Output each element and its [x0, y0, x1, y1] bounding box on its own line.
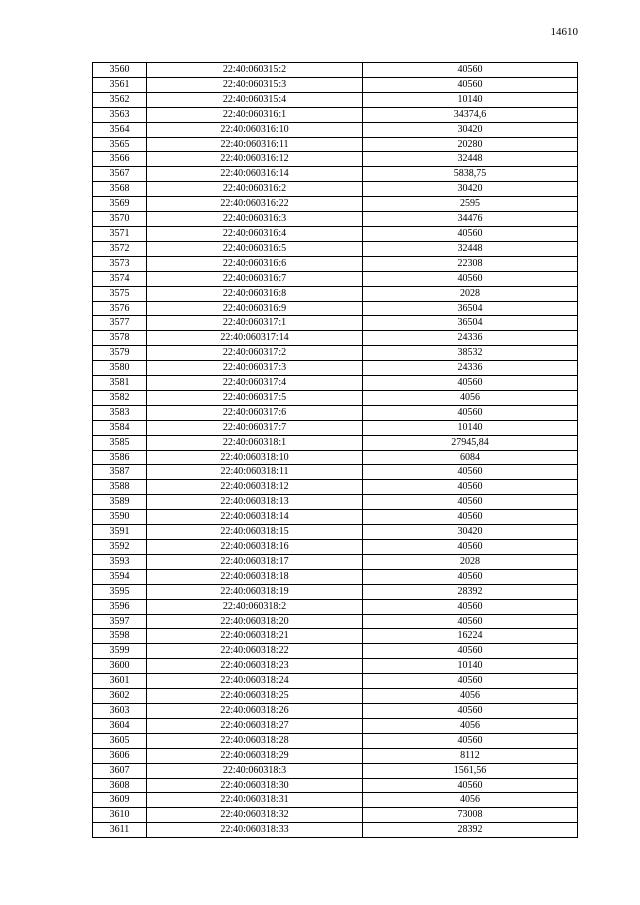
cadastral-number-cell: 22:40:060316:5 [147, 241, 363, 256]
area-value-cell: 36504 [363, 301, 578, 316]
table-row [93, 584, 578, 599]
cadastral-number-cell: 22:40:060316:8 [147, 286, 363, 301]
cadastral-number-cell: 22:40:060318:2 [147, 599, 363, 614]
cadastral-number-cell: 22:40:060315:2 [147, 63, 363, 78]
row-number-cell: 3595 [93, 584, 147, 599]
table-row [93, 703, 578, 718]
table-row [93, 107, 578, 122]
row-number-cell: 3576 [93, 301, 147, 316]
area-value-cell: 40560 [363, 733, 578, 748]
table-row [93, 495, 578, 510]
row-number-cell: 3561 [93, 77, 147, 92]
area-value-cell: 36504 [363, 316, 578, 331]
row-number-cell: 3574 [93, 271, 147, 286]
table-row [93, 167, 578, 182]
table-row [93, 346, 578, 361]
cadastral-number-cell: 22:40:060316:7 [147, 271, 363, 286]
cadastral-number-cell: 22:40:060317:1 [147, 316, 363, 331]
table-row [93, 405, 578, 420]
cadastral-number-cell: 22:40:060318:33 [147, 823, 363, 838]
cadastral-number-cell: 22:40:060316:2 [147, 182, 363, 197]
row-number-cell: 3570 [93, 212, 147, 227]
area-value-cell: 20280 [363, 137, 578, 152]
row-number-cell: 3573 [93, 256, 147, 271]
row-number-cell: 3569 [93, 197, 147, 212]
cadastral-number-cell: 22:40:060316:1 [147, 107, 363, 122]
table-row [93, 793, 578, 808]
table-row [93, 554, 578, 569]
row-number-cell: 3581 [93, 376, 147, 391]
row-number-cell: 3588 [93, 480, 147, 495]
table-row [93, 286, 578, 301]
area-value-cell: 40560 [363, 480, 578, 495]
row-number-cell: 3560 [93, 63, 147, 78]
table-row [93, 510, 578, 525]
table-row [93, 271, 578, 286]
area-value-cell: 40560 [363, 376, 578, 391]
row-number-cell: 3589 [93, 495, 147, 510]
table-row [93, 390, 578, 405]
row-number-cell: 3594 [93, 569, 147, 584]
cadastral-number-cell: 22:40:060316:12 [147, 152, 363, 167]
table-row [93, 212, 578, 227]
cadastral-number-cell: 22:40:060318:32 [147, 808, 363, 823]
row-number-cell: 3583 [93, 405, 147, 420]
cadastral-number-cell: 22:40:060317:5 [147, 390, 363, 405]
area-value-cell: 27945,84 [363, 435, 578, 450]
table-row [93, 763, 578, 778]
row-number-cell: 3592 [93, 540, 147, 555]
row-number-cell: 3606 [93, 748, 147, 763]
table-row [93, 450, 578, 465]
row-number-cell: 3568 [93, 182, 147, 197]
area-value-cell: 22308 [363, 256, 578, 271]
table-row [93, 540, 578, 555]
table-row [93, 748, 578, 763]
cadastral-number-cell: 22:40:060318:27 [147, 718, 363, 733]
table-row [93, 197, 578, 212]
table-row [93, 361, 578, 376]
row-number-cell: 3596 [93, 599, 147, 614]
area-value-cell: 34374,6 [363, 107, 578, 122]
cadastral-number-cell: 22:40:060318:24 [147, 674, 363, 689]
table-row [93, 525, 578, 540]
row-number-cell: 3600 [93, 659, 147, 674]
cadastral-number-cell: 22:40:060318:15 [147, 525, 363, 540]
row-number-cell: 3586 [93, 450, 147, 465]
row-number-cell: 3591 [93, 525, 147, 540]
area-value-cell: 40560 [363, 226, 578, 241]
area-value-cell: 24336 [363, 331, 578, 346]
area-value-cell: 4056 [363, 718, 578, 733]
row-number-cell: 3593 [93, 554, 147, 569]
table-row [93, 480, 578, 495]
cadastral-number-cell: 22:40:060318:25 [147, 689, 363, 704]
cadastral-number-cell: 22:40:060318:17 [147, 554, 363, 569]
area-value-cell: 6084 [363, 450, 578, 465]
area-value-cell: 4056 [363, 390, 578, 405]
area-value-cell: 24336 [363, 361, 578, 376]
area-value-cell: 40560 [363, 405, 578, 420]
row-number-cell: 3579 [93, 346, 147, 361]
area-value-cell: 32448 [363, 241, 578, 256]
area-value-cell: 32448 [363, 152, 578, 167]
row-number-cell: 3608 [93, 778, 147, 793]
area-value-cell: 40560 [363, 271, 578, 286]
cadastral-number-cell: 22:40:060318:21 [147, 629, 363, 644]
table-row [93, 420, 578, 435]
row-number-cell: 3609 [93, 793, 147, 808]
row-number-cell: 3604 [93, 718, 147, 733]
cadastral-number-cell: 22:40:060318:20 [147, 614, 363, 629]
table-row [93, 226, 578, 241]
cadastral-number-cell: 22:40:060318:30 [147, 778, 363, 793]
row-number-cell: 3571 [93, 226, 147, 241]
cadastral-number-cell: 22:40:060318:28 [147, 733, 363, 748]
area-value-cell: 30420 [363, 182, 578, 197]
table-row [93, 241, 578, 256]
area-value-cell: 16224 [363, 629, 578, 644]
area-value-cell: 28392 [363, 823, 578, 838]
cadastral-number-cell: 22:40:060317:4 [147, 376, 363, 391]
cadastral-number-cell: 22:40:060316:6 [147, 256, 363, 271]
row-number-cell: 3590 [93, 510, 147, 525]
cadastral-number-cell: 22:40:060315:4 [147, 92, 363, 107]
table-row [93, 644, 578, 659]
table-row [93, 778, 578, 793]
area-value-cell: 1561,56 [363, 763, 578, 778]
area-value-cell: 40560 [363, 644, 578, 659]
area-value-cell: 10140 [363, 420, 578, 435]
area-value-cell: 40560 [363, 614, 578, 629]
row-number-cell: 3582 [93, 390, 147, 405]
table-row [93, 599, 578, 614]
cadastral-number-cell: 22:40:060318:23 [147, 659, 363, 674]
table-row [93, 674, 578, 689]
cadastral-number-cell: 22:40:060318:31 [147, 793, 363, 808]
area-value-cell: 40560 [363, 465, 578, 480]
row-number-cell: 3562 [93, 92, 147, 107]
cadastral-number-cell: 22:40:060316:11 [147, 137, 363, 152]
cadastral-number-cell: 22:40:060318:26 [147, 703, 363, 718]
table-row [93, 614, 578, 629]
row-number-cell: 3603 [93, 703, 147, 718]
area-value-cell: 4056 [363, 689, 578, 704]
cadastral-number-cell: 22:40:060315:3 [147, 77, 363, 92]
area-value-cell: 40560 [363, 778, 578, 793]
cadastral-number-cell: 22:40:060317:7 [147, 420, 363, 435]
cadastral-table [92, 62, 578, 838]
table-row [93, 316, 578, 331]
cadastral-number-cell: 22:40:060316:10 [147, 122, 363, 137]
row-number-cell: 3587 [93, 465, 147, 480]
cadastral-number-cell: 22:40:060318:16 [147, 540, 363, 555]
row-number-cell: 3564 [93, 122, 147, 137]
table-row [93, 808, 578, 823]
table-row [93, 376, 578, 391]
cadastral-number-cell: 22:40:060318:10 [147, 450, 363, 465]
row-number-cell: 3577 [93, 316, 147, 331]
table-row [93, 256, 578, 271]
cadastral-number-cell: 22:40:060316:4 [147, 226, 363, 241]
cadastral-number-cell: 22:40:060318:13 [147, 495, 363, 510]
area-value-cell: 40560 [363, 569, 578, 584]
area-value-cell: 40560 [363, 510, 578, 525]
row-number-cell: 3602 [93, 689, 147, 704]
area-value-cell: 4056 [363, 793, 578, 808]
area-value-cell: 8112 [363, 748, 578, 763]
cadastral-number-cell: 22:40:060317:2 [147, 346, 363, 361]
row-number-cell: 3566 [93, 152, 147, 167]
area-value-cell: 40560 [363, 495, 578, 510]
table-row [93, 63, 578, 78]
cadastral-number-cell: 22:40:060317:6 [147, 405, 363, 420]
cadastral-number-cell: 22:40:060318:14 [147, 510, 363, 525]
cadastral-number-cell: 22:40:060318:18 [147, 569, 363, 584]
page-number: 14610 [550, 26, 578, 38]
row-number-cell: 3575 [93, 286, 147, 301]
cadastral-number-cell: 22:40:060318:12 [147, 480, 363, 495]
area-value-cell: 30420 [363, 122, 578, 137]
table-row [93, 137, 578, 152]
table-row [93, 823, 578, 838]
row-number-cell: 3598 [93, 629, 147, 644]
table-row [93, 718, 578, 733]
table-row [93, 465, 578, 480]
cadastral-number-cell: 22:40:060317:3 [147, 361, 363, 376]
area-value-cell: 10140 [363, 92, 578, 107]
cadastral-number-cell: 22:40:060317:14 [147, 331, 363, 346]
cadastral-number-cell: 22:40:060318:11 [147, 465, 363, 480]
cadastral-number-cell: 22:40:060318:3 [147, 763, 363, 778]
row-number-cell: 3611 [93, 823, 147, 838]
row-number-cell: 3578 [93, 331, 147, 346]
cadastral-number-cell: 22:40:060316:22 [147, 197, 363, 212]
cadastral-number-cell: 22:40:060316:14 [147, 167, 363, 182]
table-row [93, 569, 578, 584]
area-value-cell: 40560 [363, 599, 578, 614]
table-row [93, 77, 578, 92]
table-row [93, 689, 578, 704]
row-number-cell: 3605 [93, 733, 147, 748]
area-value-cell: 2028 [363, 554, 578, 569]
area-value-cell: 40560 [363, 540, 578, 555]
area-value-cell: 73008 [363, 808, 578, 823]
table-row [93, 301, 578, 316]
row-number-cell: 3584 [93, 420, 147, 435]
row-number-cell: 3580 [93, 361, 147, 376]
table-body [93, 63, 578, 838]
row-number-cell: 3597 [93, 614, 147, 629]
area-value-cell: 40560 [363, 703, 578, 718]
area-value-cell: 40560 [363, 77, 578, 92]
table-row [93, 733, 578, 748]
row-number-cell: 3585 [93, 435, 147, 450]
area-value-cell: 40560 [363, 674, 578, 689]
cadastral-number-cell: 22:40:060316:9 [147, 301, 363, 316]
cadastral-number-cell: 22:40:060318:1 [147, 435, 363, 450]
area-value-cell: 2595 [363, 197, 578, 212]
cadastral-number-cell: 22:40:060318:29 [147, 748, 363, 763]
row-number-cell: 3610 [93, 808, 147, 823]
cadastral-number-cell: 22:40:060318:22 [147, 644, 363, 659]
cadastral-number-cell: 22:40:060318:19 [147, 584, 363, 599]
row-number-cell: 3607 [93, 763, 147, 778]
area-value-cell: 40560 [363, 63, 578, 78]
table-row [93, 122, 578, 137]
area-value-cell: 38532 [363, 346, 578, 361]
table-row [93, 92, 578, 107]
area-value-cell: 30420 [363, 525, 578, 540]
area-value-cell: 10140 [363, 659, 578, 674]
area-value-cell: 28392 [363, 584, 578, 599]
table-row [93, 659, 578, 674]
area-value-cell: 5838,75 [363, 167, 578, 182]
row-number-cell: 3601 [93, 674, 147, 689]
table-row [93, 435, 578, 450]
cadastral-number-cell: 22:40:060316:3 [147, 212, 363, 227]
area-value-cell: 2028 [363, 286, 578, 301]
area-value-cell: 34476 [363, 212, 578, 227]
row-number-cell: 3572 [93, 241, 147, 256]
row-number-cell: 3565 [93, 137, 147, 152]
table-row [93, 182, 578, 197]
row-number-cell: 3599 [93, 644, 147, 659]
table-row [93, 629, 578, 644]
table-row [93, 331, 578, 346]
row-number-cell: 3563 [93, 107, 147, 122]
table-row [93, 152, 578, 167]
row-number-cell: 3567 [93, 167, 147, 182]
